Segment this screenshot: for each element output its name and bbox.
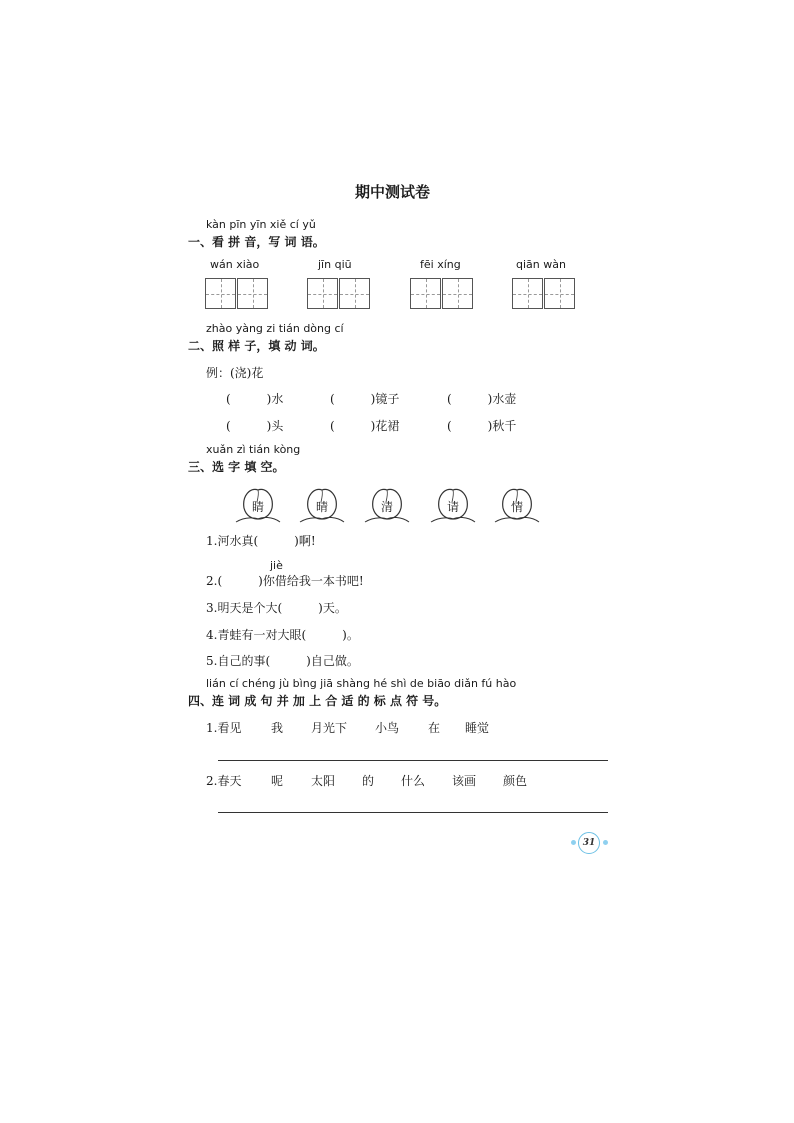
jie-pinyin: jiè xyxy=(270,559,283,572)
word-item: 1.看见 xyxy=(206,721,242,735)
decor-dot xyxy=(603,840,608,845)
question[interactable]: 2.( )你借给我一本书吧! xyxy=(206,574,364,588)
sec1-pinyin: kàn pīn yīn xiě cí yǔ xyxy=(206,218,316,231)
sec1-item-pinyin: wán xiào xyxy=(210,258,260,271)
peach-char-card xyxy=(361,486,413,528)
word-item: 我 xyxy=(271,721,284,735)
page-number: 31 xyxy=(578,832,600,854)
word-item: 呢 xyxy=(271,774,284,788)
decor-dot xyxy=(571,840,576,845)
sec4-label: 四、连 词 成 句 并 加 上 合 适 的 标 点 符 号。 xyxy=(188,694,447,708)
word-item: 颜色 xyxy=(503,774,528,788)
char-option: 晴 xyxy=(315,500,328,514)
sec2-pinyin: zhào yàng zi tián dòng cí xyxy=(206,322,344,335)
peach-char-card xyxy=(296,486,348,528)
question[interactable]: 5.自己的事( )自己做。 xyxy=(206,654,359,668)
fill-item[interactable]: ( )镜子 xyxy=(330,392,400,406)
word-item: 睡觉 xyxy=(465,721,490,735)
writing-box[interactable] xyxy=(237,278,268,309)
sec1-label: 一、看 拼 音，写 词 语。 xyxy=(188,235,325,249)
word-item: 什么 xyxy=(401,774,426,788)
writing-box[interactable] xyxy=(512,278,543,309)
char-option: 请 xyxy=(446,500,459,514)
peach-char-card xyxy=(427,486,479,528)
fill-item[interactable]: ( )花裙 xyxy=(330,419,400,433)
word-item: 小鸟 xyxy=(375,721,400,735)
sec2-example: 例：(浇)花 xyxy=(206,366,264,380)
writing-box[interactable] xyxy=(410,278,441,309)
writing-box[interactable] xyxy=(544,278,575,309)
writing-box[interactable] xyxy=(339,278,370,309)
word-item: 月光下 xyxy=(311,721,348,735)
sec2-label: 二、照 样 子，填 动 词。 xyxy=(188,339,325,353)
fill-item[interactable]: ( )水壶 xyxy=(447,392,517,406)
sec4-pinyin: lián cí chéng jù bìng jiā shàng hé shì de biāo diǎn fú hào xyxy=(206,677,517,690)
answer-line[interactable] xyxy=(218,812,608,813)
peach-char-card xyxy=(491,486,543,528)
word-item: 在 xyxy=(428,721,441,735)
sec3-label: 三、选 字 填 空。 xyxy=(188,460,285,474)
char-option: 情 xyxy=(510,500,523,514)
question[interactable]: 4.青蛙有一对大眼( )。 xyxy=(206,628,359,642)
fill-item[interactable]: ( )秋千 xyxy=(447,419,517,433)
char-option: 清 xyxy=(380,500,393,514)
word-item: 该画 xyxy=(452,774,477,788)
sec1-item-pinyin: qiān wàn xyxy=(516,258,566,271)
sec1-item-pinyin: jīn qiū xyxy=(318,258,352,271)
writing-box[interactable] xyxy=(205,278,236,309)
fill-item[interactable]: ( )头 xyxy=(226,419,284,433)
char-option: 睛 xyxy=(251,500,264,514)
question[interactable]: 3.明天是个大( )天。 xyxy=(206,601,347,615)
page-title: 期中测试卷 xyxy=(355,183,431,201)
sec3-pinyin: xuǎn zì tián kòng xyxy=(206,443,301,456)
word-item: 的 xyxy=(362,774,375,788)
question[interactable]: 1.河水真( )啊! xyxy=(206,534,316,548)
peach-char-card xyxy=(232,486,284,528)
writing-box[interactable] xyxy=(307,278,338,309)
word-item: 2.春天 xyxy=(206,774,242,788)
word-item: 太阳 xyxy=(311,774,336,788)
fill-item[interactable]: ( )水 xyxy=(226,392,284,406)
writing-box[interactable] xyxy=(442,278,473,309)
sec1-item-pinyin: fēi xíng xyxy=(420,258,461,271)
answer-line[interactable] xyxy=(218,760,608,761)
